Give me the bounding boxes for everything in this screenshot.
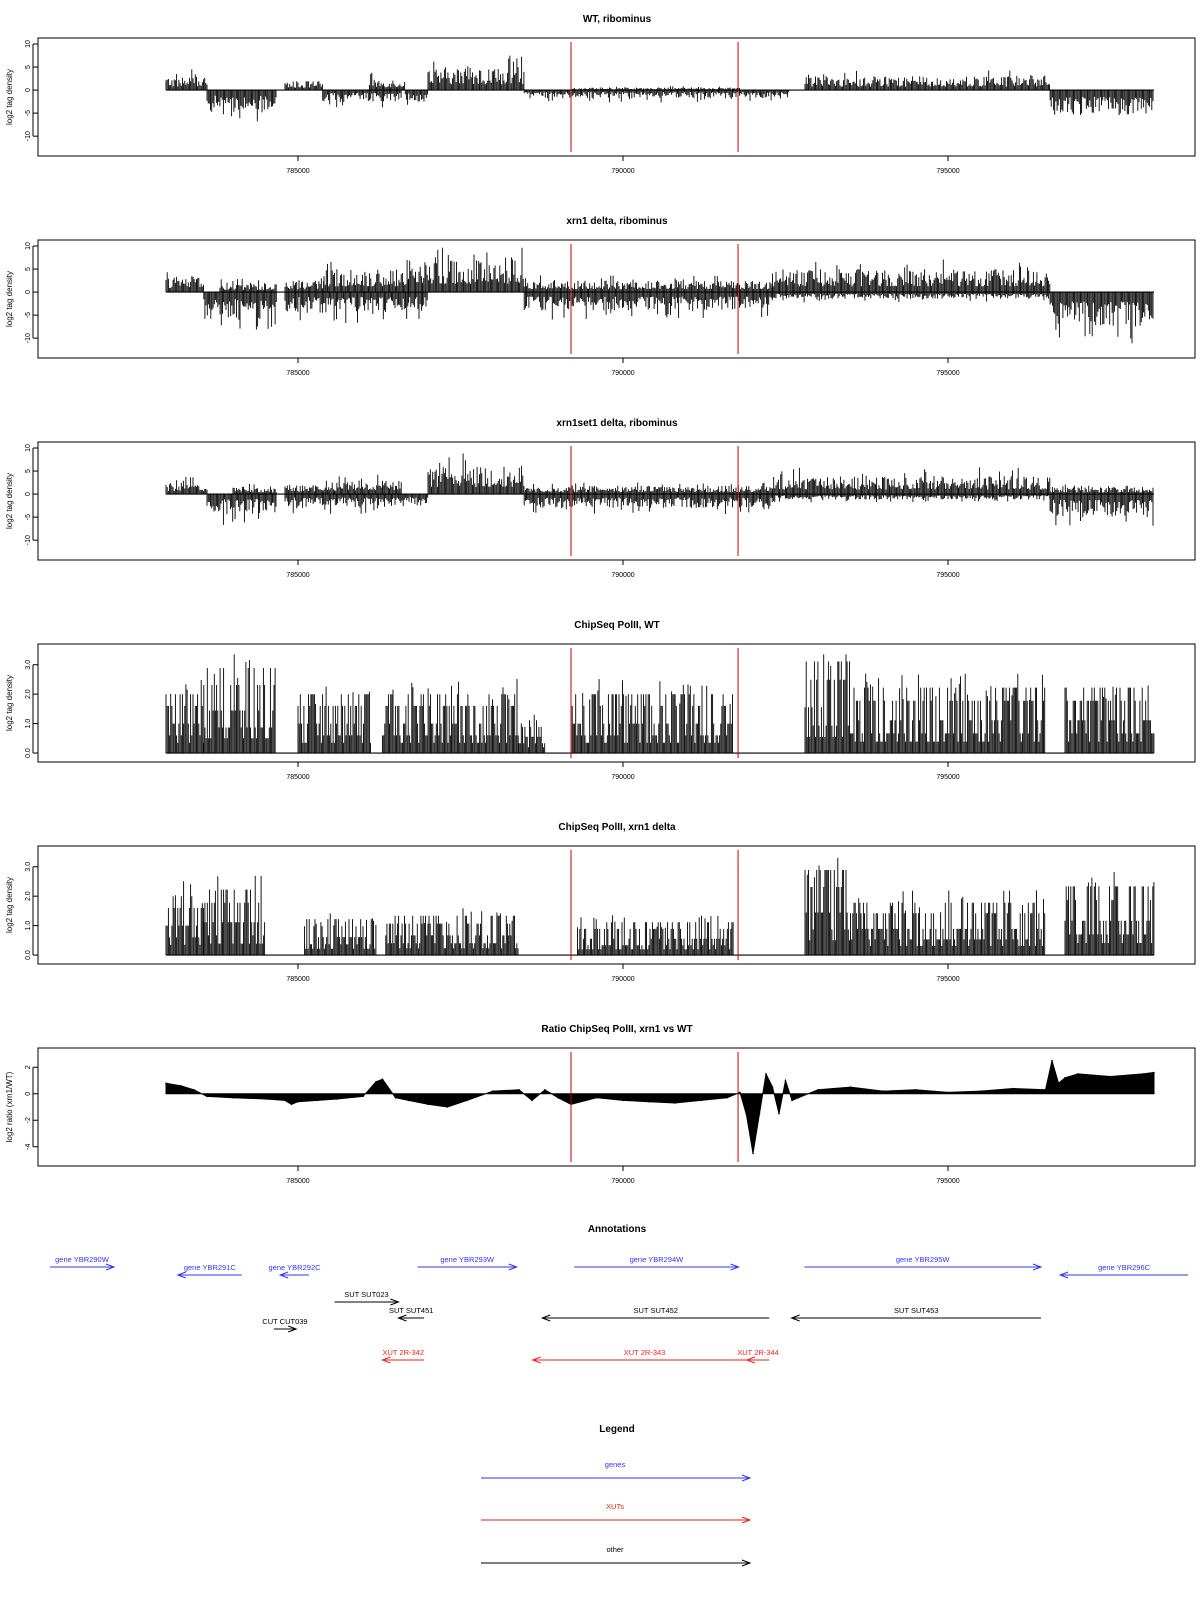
legend-label: genes [604, 1460, 626, 1469]
ratio-point [778, 1113, 780, 1115]
signal-bars [298, 687, 371, 754]
y-tick-label: 0 [25, 290, 32, 295]
signal-bars [285, 278, 324, 292]
y-tick-label: -2 [25, 1117, 32, 1124]
y-axis-label: log2 tag density [5, 68, 14, 126]
ratio-point [850, 1086, 852, 1088]
ratio-point [759, 1113, 761, 1115]
legend-item [481, 1460, 750, 1481]
ratio-point [427, 1104, 429, 1106]
signal-bars [773, 494, 1050, 502]
ratio-point [317, 1100, 319, 1102]
signal-bars [519, 715, 545, 753]
feature-label: gene YBR295W [895, 1255, 950, 1264]
signal-bars [166, 272, 204, 292]
signal-segment [285, 292, 408, 323]
x-tick-label: 790000 [611, 976, 635, 983]
signal-segment [805, 71, 1050, 91]
ratio-point [165, 1082, 167, 1084]
feature-label: gene YBR290W [55, 1255, 109, 1264]
ratio-point [265, 1098, 267, 1100]
chart-title: xrn1 delta, ribominus [566, 216, 668, 227]
signal-bars [405, 90, 427, 105]
ratio-point [791, 1100, 793, 1102]
ratio-point [291, 1104, 293, 1106]
x-tick-label: 795000 [936, 976, 960, 983]
data-series [166, 454, 1154, 526]
annotation-feature [1060, 1263, 1188, 1278]
y-axis-label: log2 tag density [5, 270, 14, 328]
y-axis-label: log2 tag density [5, 674, 14, 732]
signal-segment [409, 292, 428, 319]
signal-segment [298, 687, 371, 754]
x-tick-label: 795000 [936, 168, 960, 175]
signal-segment [324, 260, 408, 292]
legend-label: XUTs [606, 1502, 624, 1511]
signal-bars [166, 69, 207, 90]
y-tick-label: -5 [25, 514, 32, 521]
ratio-point [1012, 1088, 1014, 1090]
data-series [166, 654, 1154, 753]
signal-segment [166, 680, 204, 753]
ratio-point [1051, 1060, 1053, 1062]
ratio-point [297, 1101, 299, 1103]
ratio-point [375, 1081, 377, 1083]
signal-segment [524, 292, 772, 319]
annotation-feature [50, 1255, 114, 1270]
signal-segment [386, 908, 518, 955]
y-tick-label: 3.0 [25, 861, 32, 872]
signal-bars [383, 679, 519, 753]
signal-bars [851, 890, 1045, 955]
signal-bars [370, 73, 405, 90]
y-tick-label: -10 [25, 131, 32, 142]
signal-bars [207, 494, 276, 525]
signal-bars [166, 680, 204, 753]
signal-bars [1065, 872, 1154, 955]
signal-bars [402, 494, 428, 506]
signal-segment [166, 69, 207, 90]
signal-bars [805, 71, 1050, 91]
signal-segment [285, 485, 324, 494]
chart-panel-6 [5, 1024, 1195, 1185]
signal-segment [773, 292, 1050, 302]
ratio-point [622, 1100, 624, 1102]
ratio-area [166, 1061, 1154, 1154]
signal-bars [524, 292, 772, 319]
signal-segment [524, 494, 772, 514]
y-tick-label: -10 [25, 333, 32, 344]
y-tick-label: 0.0 [25, 748, 32, 758]
chart-title: WT, ribominus [582, 14, 652, 25]
signal-segment [1065, 872, 1154, 955]
feature-label: SUT SUT023 [344, 1290, 389, 1299]
signal-bars [571, 679, 733, 753]
ratio-point [232, 1097, 234, 1099]
signal-bars [166, 881, 204, 955]
signal-segment [285, 81, 322, 90]
signal-segment [402, 494, 428, 506]
y-tick-label: 5 [25, 469, 32, 473]
signal-bars [233, 484, 276, 494]
annotation-feature [269, 1263, 322, 1278]
feature-label: gene YBR291C [183, 1263, 236, 1272]
signal-segment [519, 715, 545, 753]
y-tick-label: 10 [25, 242, 32, 250]
chart-title: ChipSeq PolII, WT [574, 620, 660, 631]
x-tick-label: 790000 [611, 774, 635, 781]
annotation-feature [792, 1306, 1041, 1321]
signal-segment [204, 876, 265, 955]
feature-label: gene YBR294W [629, 1255, 684, 1264]
signal-segment [571, 679, 733, 753]
annotation-feature [178, 1263, 242, 1278]
feature-label: XUT 2R-342 [382, 1348, 425, 1357]
signal-bars [524, 483, 772, 495]
y-axis-label: log2 tag density [5, 472, 14, 530]
ratio-point [395, 1097, 397, 1099]
y-tick-label: 0 [25, 1091, 32, 1096]
legend-item [481, 1502, 750, 1523]
signal-segment [773, 260, 1050, 293]
ratio-point [1153, 1072, 1155, 1074]
signal-bars [204, 292, 276, 329]
signal-bars [428, 56, 524, 91]
signal-bars [1065, 686, 1154, 754]
signal-segment [578, 915, 734, 955]
y-tick-label: 0.0 [25, 950, 32, 960]
ratio-point [765, 1073, 767, 1075]
signal-segment [233, 484, 276, 494]
signal-segment [805, 858, 850, 955]
signal-segment [428, 454, 524, 495]
ratio-point [915, 1089, 917, 1091]
feature-label: SUT SUT453 [894, 1306, 939, 1315]
ratio-point [746, 1114, 748, 1116]
y-tick-label: -4 [25, 1143, 32, 1150]
ratio-point [1142, 1073, 1144, 1075]
signal-bars [1050, 485, 1153, 495]
feature-label: gene YBR292C [268, 1263, 321, 1272]
ratio-point [193, 1089, 195, 1091]
ratio-point [382, 1078, 384, 1080]
y-axis-label: log2 tag density [5, 876, 14, 934]
ratio-point [882, 1090, 884, 1092]
signal-segment [524, 275, 772, 292]
annotation-feature [418, 1255, 517, 1270]
signal-segment [323, 90, 401, 107]
x-tick-label: 795000 [936, 370, 960, 377]
y-tick-label: -10 [25, 535, 32, 546]
x-tick-label: 785000 [286, 1178, 310, 1185]
ratio-point [206, 1096, 208, 1098]
ratio-point [447, 1106, 449, 1108]
annotation-feature [389, 1306, 433, 1321]
signal-bars [220, 279, 276, 292]
ratio-point [648, 1101, 650, 1103]
ratio-point [336, 1098, 338, 1100]
ratio-point [180, 1085, 182, 1087]
chart-title: Ratio ChipSeq PolII, xrn1 vs WT [541, 1024, 693, 1035]
signal-segment [1050, 292, 1153, 343]
annotation-feature [262, 1317, 307, 1332]
signal-segment [166, 477, 207, 494]
ratio-point [596, 1097, 598, 1099]
y-tick-label: 1.0 [25, 718, 32, 729]
x-tick-label: 785000 [286, 976, 310, 983]
signal-segment [166, 272, 204, 292]
chart-panel-5 [5, 822, 1195, 983]
x-tick-label: 795000 [936, 1178, 960, 1185]
feature-label: SUT SUT451 [388, 1306, 434, 1315]
signal-bars [324, 260, 408, 292]
annotations-title: Annotations [587, 1224, 647, 1235]
ratio-point [700, 1100, 702, 1102]
signal-segment [773, 467, 1050, 494]
signal-segment [805, 654, 850, 753]
ratio-point [1045, 1089, 1047, 1091]
feature-label: gene YBR293W [440, 1255, 494, 1264]
signal-segment [409, 248, 524, 292]
x-tick-label: 790000 [611, 168, 635, 175]
ratio-point [492, 1090, 494, 1092]
signal-bars [204, 654, 275, 753]
signal-segment [383, 679, 519, 753]
signal-segment [370, 73, 405, 90]
feature-label: gene YBR296C [1098, 1263, 1151, 1272]
chart-panel-2 [5, 216, 1195, 377]
signal-bars [773, 292, 1050, 302]
ratio-point [1064, 1077, 1066, 1079]
y-tick-label: 5 [25, 267, 32, 271]
ratio-point [674, 1102, 676, 1104]
signal-segment [207, 90, 276, 121]
signal-bars [207, 90, 276, 121]
ratio-point [947, 1092, 949, 1094]
y-tick-label: 3.0 [25, 659, 32, 670]
x-tick-label: 785000 [286, 774, 310, 781]
legend-item [481, 1545, 750, 1566]
signal-segment [324, 475, 401, 494]
plot-frame [38, 1048, 1195, 1166]
ratio-point [785, 1080, 787, 1082]
signal-segment [428, 56, 524, 91]
feature-label: SUT SUT452 [633, 1306, 678, 1315]
y-tick-label: 2.0 [25, 689, 32, 700]
signal-bars [1050, 494, 1153, 526]
signal-bars [285, 494, 402, 514]
ratio-point [518, 1089, 520, 1091]
data-series [166, 56, 1154, 122]
y-tick-label: -5 [25, 110, 32, 117]
ratio-point [739, 1092, 741, 1094]
ratio-point [1110, 1076, 1112, 1078]
chart-panel-4 [5, 620, 1195, 781]
signal-segment [285, 494, 402, 514]
ratio-point [817, 1089, 819, 1091]
chart-panel-1 [5, 14, 1195, 175]
signal-segment [220, 279, 276, 292]
signal-segment [773, 494, 1050, 502]
signal-bars [285, 292, 408, 323]
signal-segment [285, 278, 324, 292]
y-axis-label: log2 ratio (xrn1/WT) [5, 1071, 14, 1143]
signal-segment [1065, 686, 1154, 754]
ratio-point [980, 1090, 982, 1092]
signal-segment [207, 494, 276, 525]
ratio-point [1058, 1082, 1060, 1084]
annotation-feature [804, 1255, 1041, 1270]
signal-bars [851, 674, 1045, 754]
ratio-point [557, 1097, 559, 1099]
signal-bars [524, 275, 772, 292]
ratio-point [544, 1089, 546, 1091]
signal-segment [524, 483, 772, 495]
signal-bars [428, 454, 524, 495]
signal-bars [305, 913, 376, 955]
data-series [165, 1060, 1155, 1154]
x-tick-label: 790000 [611, 1178, 635, 1185]
ratio-point [362, 1096, 364, 1098]
feature-label: XUT 2R-344 [737, 1348, 779, 1357]
signal-bars [524, 494, 772, 514]
y-tick-label: 2 [25, 1065, 32, 1070]
signal-bars [409, 292, 428, 319]
data-series [166, 858, 1154, 955]
signal-segment [204, 654, 275, 753]
signal-bars [805, 858, 850, 955]
signal-bars [386, 908, 518, 955]
signal-bars [285, 81, 322, 90]
signal-bars [773, 467, 1050, 494]
annotation-feature [335, 1290, 399, 1305]
signal-bars [578, 915, 734, 955]
legend-title: Legend [599, 1424, 635, 1435]
chart-title: ChipSeq PolII, xrn1 delta [558, 822, 676, 833]
ratio-point [284, 1100, 286, 1102]
ratio-point [726, 1097, 728, 1099]
ratio-point [798, 1097, 800, 1099]
y-tick-label: 0 [25, 88, 32, 93]
signal-bars [773, 260, 1050, 293]
signal-bars [166, 477, 207, 494]
signal-bars [805, 654, 850, 753]
annotation-feature [737, 1348, 779, 1363]
signal-segment [851, 890, 1045, 955]
signal-bars [324, 475, 401, 494]
x-tick-label: 785000 [286, 168, 310, 175]
feature-label: CUT CUT039 [262, 1317, 308, 1326]
x-tick-label: 790000 [611, 572, 635, 579]
ratio-point [531, 1100, 533, 1102]
chart-title: xrn1set1 delta, ribominus [556, 418, 678, 429]
annotation-feature [382, 1348, 424, 1363]
signal-bars [409, 248, 524, 292]
feature-label: XUT 2R-343 [623, 1348, 666, 1357]
signal-segment [524, 90, 788, 102]
y-tick-label: 2.0 [25, 891, 32, 902]
signal-bars [524, 90, 788, 102]
x-tick-label: 795000 [936, 572, 960, 579]
signal-bars [1050, 90, 1153, 115]
x-tick-label: 790000 [611, 370, 635, 377]
signal-segment [1050, 485, 1153, 495]
y-tick-label: 10 [25, 40, 32, 48]
chart-panel-3 [5, 418, 1195, 579]
annotation-feature [574, 1255, 738, 1270]
signal-segment [851, 674, 1045, 754]
signal-bars [323, 90, 401, 107]
y-tick-label: 0 [25, 492, 32, 497]
y-tick-label: -5 [25, 312, 32, 319]
x-tick-label: 795000 [936, 774, 960, 781]
signal-segment [204, 292, 276, 329]
signal-segment [305, 913, 376, 955]
signal-bars [285, 485, 324, 494]
legend-label: other [606, 1545, 624, 1554]
ratio-point [408, 1100, 410, 1102]
annotation-feature [533, 1348, 757, 1363]
signal-segment [166, 881, 204, 955]
annotation-feature [542, 1306, 769, 1321]
y-tick-label: 10 [25, 444, 32, 452]
signal-bars [1050, 292, 1153, 343]
signal-segment [1050, 90, 1153, 115]
x-tick-label: 785000 [286, 370, 310, 377]
signal-segment [1050, 494, 1153, 526]
y-tick-label: 1.0 [25, 920, 32, 931]
ratio-point [1077, 1073, 1079, 1075]
x-tick-label: 785000 [286, 572, 310, 579]
signal-bars [204, 876, 265, 955]
y-tick-label: 5 [25, 65, 32, 69]
ratio-point [466, 1100, 468, 1102]
ratio-point [752, 1153, 754, 1155]
signal-segment [405, 90, 427, 105]
data-series [166, 248, 1154, 344]
ratio-point [772, 1086, 774, 1088]
